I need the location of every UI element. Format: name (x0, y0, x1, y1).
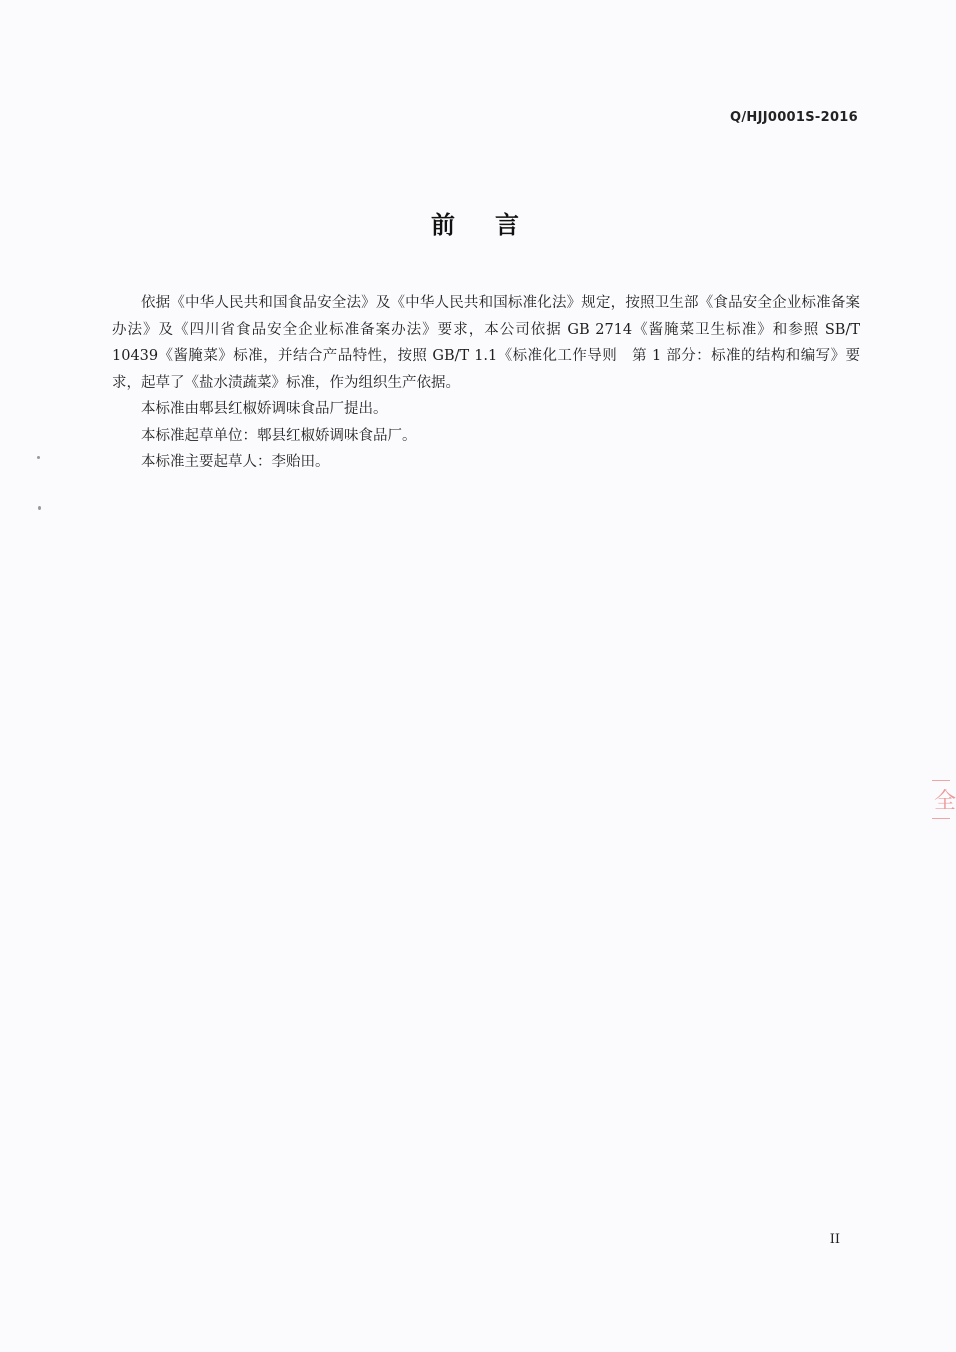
scan-speck (37, 456, 40, 459)
paragraph-drafter: 本标准主要起草人：李贻田。 (141, 454, 330, 470)
page-title: 前言 (431, 211, 559, 239)
paragraph-basis: 依据《中华人民共和国食品安全法》及《中华人民共和国标准化法》规定，按照卫生部《食品安全企业标准备案办法》及《四川省食品安全企业标准备案办法》要求，本公司依据 GB 2714《酱腌菜卫生标准》和参照 SB/T 10439《酱腌菜》标准，并结合产品特性，按照 GB/T 1.1《标准化工作导则 第 1 部分：标准的结构和编写》要求，起草了《盐水渍蔬菜》标准，作为组织生产依据。 (112, 295, 860, 391)
document-code: Q/HJJ0001S-2016 (730, 110, 858, 125)
page-number: II (829, 1232, 840, 1247)
paragraph-proposer: 本标准由郫县红椒娇调味食品厂提出。 (141, 401, 388, 417)
paragraph-drafting-unit: 本标准起草单位：郫县红椒娇调味食品厂。 (141, 427, 417, 444)
foreword-body (112, 290, 860, 476)
stamp-fragment (932, 778, 956, 820)
scan-speck (38, 506, 41, 510)
stamp-fragment-text: 全 (934, 789, 956, 814)
